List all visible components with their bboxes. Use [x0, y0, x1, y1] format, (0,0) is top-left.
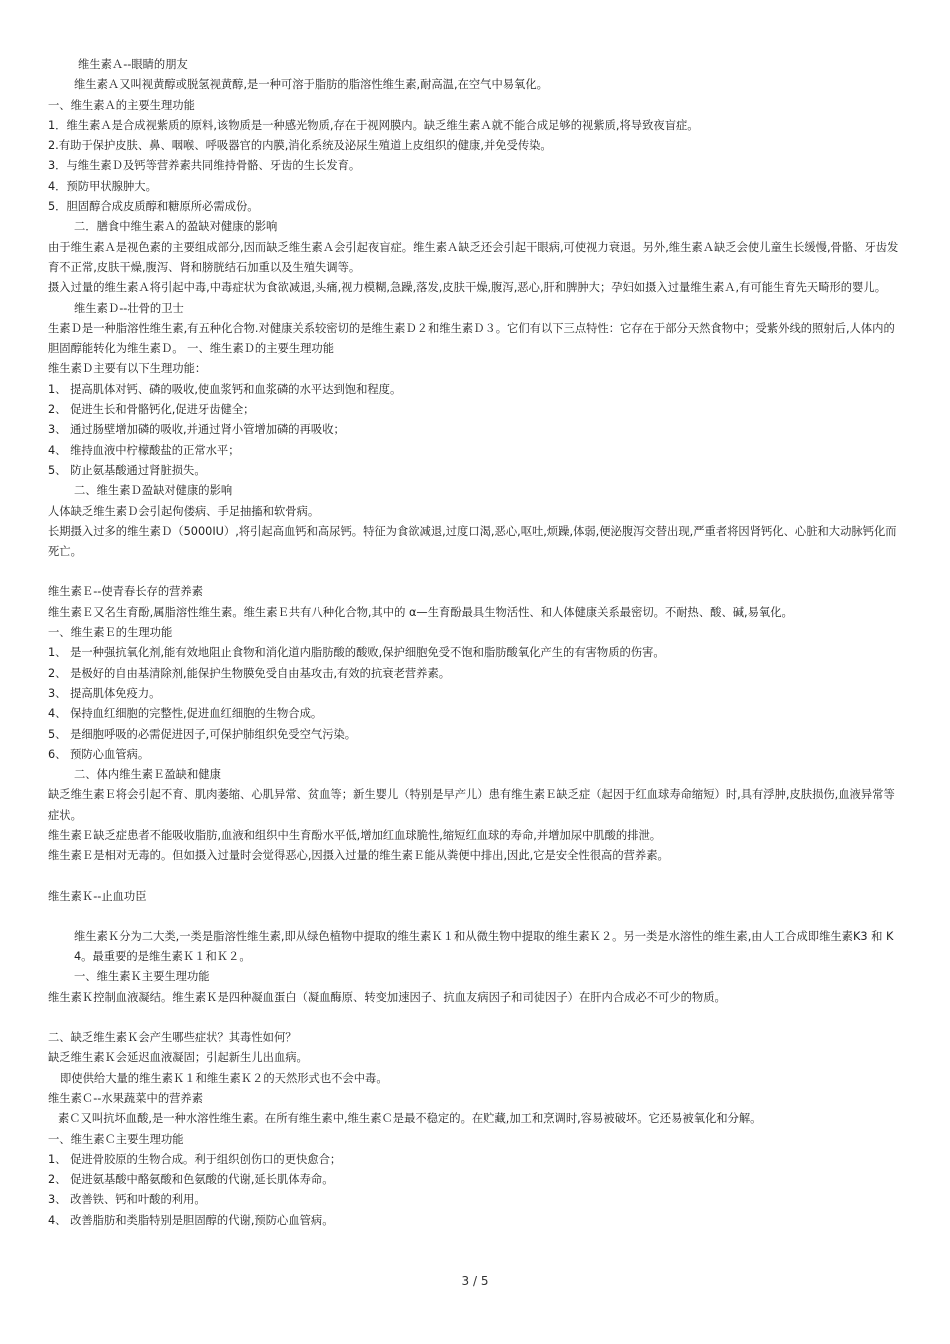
subheading: 一、维生素Ｃ主要生理功能	[48, 1132, 184, 1146]
subheading: 二、缺乏维生素Ｋ会产生哪些症状？其毒性如何？	[48, 1031, 297, 1045]
paragraph: 缺乏维生素Ｋ会延迟血液凝固；引起新生儿出血病。	[48, 1051, 308, 1065]
list-item: 1、 提高肌体对钙、磷的吸收,使血浆钙和血浆磷的水平达到饱和程度。	[48, 382, 402, 396]
subheading: 一、维生素Ｅ的生理功能	[48, 626, 173, 640]
spacer	[48, 562, 904, 582]
list-item: 4、 改善脂肪和类脂特别是胆固醇的代谢,预防心血管病。	[48, 1213, 334, 1227]
list-item: 6、 预防心血管病。	[48, 747, 150, 761]
paragraph: 人体缺乏维生素Ｄ会引起佝偻病、手足抽搐和软骨病。	[48, 504, 320, 518]
list-item: 3、 改善铁、钙和叶酸的利用。	[48, 1193, 206, 1207]
paragraph: 维生素Ｅ又名生育酚,属脂溶性维生素。维生素Ｅ共有八种化合物,其中的 α—生育酚最具生物活性、和人体健康关系最密切。不耐热、酸、碱,易氧化。	[48, 605, 793, 619]
document-page	[48, 55, 904, 1231]
paragraph: 维生素Ｄ主要有以下生理功能：	[48, 362, 207, 376]
list-item: 3．与维生素Ｄ及钙等营养素共同维持骨骼、牙齿的生长发育。	[48, 159, 361, 173]
section-title-vitamin-e: 维生素Ｅ--使青春长存的营养素	[48, 585, 204, 599]
spacer	[48, 867, 904, 887]
paragraph: 素Ｃ又叫抗坏血酸,是一种水溶性维生素。在所有维生素中,维生素Ｃ是最不稳定的。在贮藏,加工和烹调时,容易被破坏。它还易被氧化和分解。	[58, 1112, 762, 1126]
list-item: 2、 促进生长和骨骼钙化,促进牙齿健全；	[48, 403, 255, 417]
list-item: 1．维生素Ａ是合成视紫质的原料,该物质是一种感光物质,存在于视网膜内。缺乏维生素Ａ就不能合成足够的视紫质,将导致夜盲症。	[48, 118, 699, 132]
subheading: 二．膳食中维生素Ａ的盈缺对健康的影响	[74, 220, 278, 234]
paragraph: 长期摄入过多的维生素Ｄ（5000IU）,将引起高血钙和高尿钙。特征为食欲减退,过度口渴,恶心,呕吐,烦躁,体弱,便泌腹泻交替出现,严重者将因肾钙化、心脏和大动脉钙化而死亡。	[48, 524, 897, 559]
list-item: 5．胆固醇合成皮质醇和糖原所必需成份。	[48, 200, 259, 214]
section-title-vitamin-d: 维生素Ｄ--壮骨的卫士	[74, 301, 184, 315]
paragraph: 维生素Ａ又叫视黄醇或脱氢视黄醇,是一种可溶于脂肪的脂溶性维生素,耐高温,在空气中易氧化。	[74, 78, 548, 92]
paragraph: 摄入过量的维生素Ａ将引起中毒,中毒症状为食欲减退,头痛,视力模糊,急躁,落发,皮肤干燥,腹泻,恶心,肝和脾肿大；孕妇如摄入过量维生素Ａ,有可能生育先天畸形的婴儿。	[48, 281, 886, 295]
list-item: 1、 促进骨胶原的生物合成。利于组织创伤口的更快愈合；	[48, 1152, 342, 1166]
section-title-vitamin-c: 维生素Ｃ--水果蔬菜中的营养素	[48, 1091, 204, 1105]
spacer	[48, 1008, 904, 1028]
list-item: 5、 是细胞呼吸的必需促进因子,可保护肺组织免受空气污染。	[48, 727, 357, 741]
subheading: 一、维生素Ｋ主要生理功能	[74, 970, 210, 984]
list-item: 4．预防甲状腺肿大。	[48, 179, 157, 193]
page-number: 3 / 5	[461, 1274, 489, 1288]
paragraph: 即使供给大量的维生素Ｋ１和维生素Ｋ２的天然形式也不会中毒。	[60, 1071, 388, 1085]
list-item: 2、 促进氨基酸中酪氨酸和色氨酸的代谢,延长肌体寿命。	[48, 1173, 334, 1187]
paragraph: 生素Ｄ是一种脂溶性维生素,有五种化合物.对健康关系较密切的是维生素Ｄ２和维生素Ｄ３。它们有以下三点特性：它存在于部分天然食物中；受紫外线的照射后,人体内的胆固醇能转化为维生素Ｄ。 一、维生素Ｄ的主要生理功能	[48, 321, 895, 356]
list-item: 4、 保持血红细胞的完整性,促进血红细胞的生物合成。	[48, 707, 323, 721]
subheading: 二、维生素Ｄ盈缺对健康的影响	[74, 484, 233, 498]
spacer	[48, 907, 904, 927]
section-title-vitamin-k: 维生素Ｋ--止血功臣	[48, 889, 147, 903]
paragraph: 由于维生素Ａ是视色素的主要组成部分,因而缺乏维生素Ａ会引起夜盲症。维生素Ａ缺乏还会引起干眼病,可使视力衰退。另外,维生素Ａ缺乏会使儿童生长缓慢,骨骼、牙齿发育不正常,皮肤干燥,腹泻、肾和膀胱结石加重以及生殖失调等。	[48, 240, 899, 274]
paragraph: 维生素Ｋ控制血液凝结。维生素Ｋ是四种凝血蛋白（凝血酶原、转变加速因子、抗血友病因子和司徒因子）在肝内合成必不可少的物质。	[48, 990, 726, 1004]
paragraph: 维生素Ｅ缺乏症患者不能吸收脂肪,血液和组织中生育酚水平低,增加红血球脆性,缩短红血球的寿命,并增加尿中肌酸的排泄。	[48, 828, 662, 842]
list-item: 2、 是极好的自由基清除剂,能保护生物膜免受自由基攻击,有效的抗衰老营养素。	[48, 666, 451, 680]
list-item: 4、 维持血液中柠檬酸盐的正常水平；	[48, 443, 240, 457]
list-item: 1、 是一种强抗氧化剂,能有效地阻止食物和消化道内脂肪酸的酸败,保护细胞免受不饱和脂肪酸氧化产生的有害物质的伤害。	[48, 646, 665, 660]
section-title-vitamin-a: 维生素Ａ--眼睛的朋友	[78, 58, 188, 71]
subheading: 一、维生素Ａ的主要生理功能	[48, 98, 195, 112]
list-item: 3、 通过肠壁增加磷的吸收,并通过肾小管增加磷的再吸收；	[48, 423, 345, 437]
list-item: 5、 防止氨基酸通过肾脏损失。	[48, 463, 206, 477]
paragraph: 维生素Ｅ是相对无毒的。但如摄入过量时会觉得恶心,因摄入过量的维生素Ｅ能从粪便中排出,因此,它是安全性很高的营养素。	[48, 849, 669, 863]
subheading: 二、体内维生素Ｅ盈缺和健康	[74, 768, 221, 782]
paragraph: 维生素Ｋ分为二大类,一类是脂溶性维生素,即从绿色植物中提取的维生素Ｋ１和从微生物中提取的维生素Ｋ２。另一类是水溶性的维生素,由人工合成即维生素K3 和 K4。最重要的是维生素Ｋ１和Ｋ２。	[74, 929, 894, 964]
list-item: 2.有助于保护皮肤、鼻、咽喉、呼吸器官的内膜,消化系统及泌尿生殖道上皮组织的健康,并免受传染。	[48, 139, 552, 153]
list-item: 3、 提高肌体免疫力。	[48, 686, 161, 700]
paragraph: 缺乏维生素Ｅ将会引起不育、肌肉萎缩、心肌异常、贫血等；新生婴儿（特别是早产儿）患有维生素Ｅ缺乏症（起因于红血球寿命缩短）时,具有浮肿,皮肤损伤,血液异常等症状。	[48, 788, 895, 822]
